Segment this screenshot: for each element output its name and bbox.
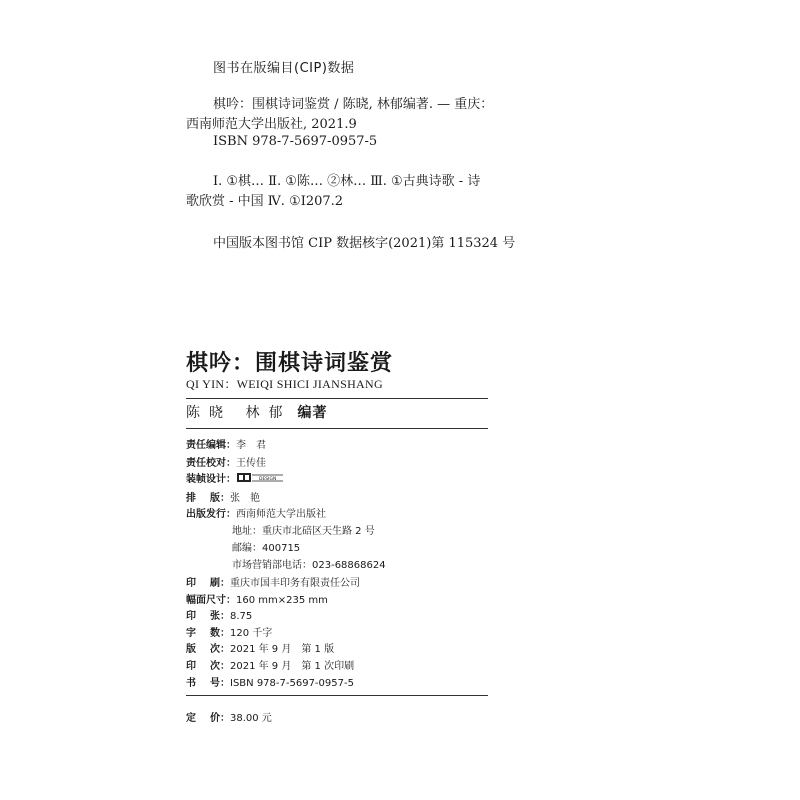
row-sheets (186, 607, 252, 622)
isbn-label: 书 号： (186, 678, 230, 689)
editor-value: 李 君 (236, 440, 266, 451)
author-role: 编著 (297, 405, 328, 421)
row-publisher (186, 505, 326, 520)
price-label: 定 价： (186, 713, 230, 724)
design-studio-logo (237, 473, 283, 482)
cip-heading: 图书在版编目(CIP)数据 (213, 61, 355, 76)
print-value: 重庆市国丰印务有限责任公司 (230, 578, 360, 589)
divider-bottom (186, 695, 488, 696)
sheets-value: 8.75 (230, 611, 253, 622)
publisher-label: 出版发行： (186, 509, 236, 520)
author-names: 陈晓 林郁 (186, 405, 292, 421)
editor-label: 责任编辑： (186, 440, 236, 451)
row-printer (186, 574, 360, 589)
cip-approval-number: 中国版本图书馆 CIP 数据核字(2021)第 115324 号 (213, 236, 516, 251)
divider-top (186, 398, 488, 399)
proof-label: 责任校对： (186, 458, 236, 469)
row-price (186, 709, 272, 724)
row-design (186, 470, 283, 485)
publisher-phone: 市场营销部电话：023-68868624 (232, 560, 386, 571)
sheets-label: 印 张： (186, 611, 230, 622)
edition-label: 版 次： (186, 644, 230, 655)
price-value: 38.00 元 (230, 713, 272, 724)
divider-middle (186, 428, 488, 429)
printing-value: 2021 年 9 月 第 1 次印刷 (230, 661, 355, 672)
publisher-address: 地址：重庆市北碚区天生路 2 号 (232, 526, 375, 537)
cip-isbn: ISBN 978-7-5697-0957-5 (213, 134, 378, 149)
publisher-postcode: 邮编：400715 (232, 543, 301, 554)
row-word-count (186, 624, 272, 639)
row-format-size (186, 591, 328, 606)
edition-value: 2021 年 9 月 第 1 版 (230, 644, 335, 655)
row-proofreader (186, 454, 266, 469)
row-printing (186, 657, 354, 672)
authors-line (186, 402, 327, 422)
print-label: 印 刷： (186, 578, 230, 589)
book-title: 棋吟：围棋诗词鉴赏 (186, 351, 394, 376)
size-value: 160 mm×235 mm (236, 595, 328, 606)
size-label: 幅面尺寸： (186, 595, 236, 606)
svg-text:DESIGN: DESIGN (259, 477, 277, 482)
printing-label: 印 次： (186, 661, 230, 672)
layout-label: 排 版： (186, 493, 230, 504)
isbn-value: ISBN 978-7-5697-0957-5 (230, 678, 354, 689)
row-editor (186, 436, 266, 451)
row-typesetting (186, 489, 260, 504)
proof-value: 王传佳 (236, 458, 266, 469)
cip-line-2: 西南师范大学出版社, 2021.9 (186, 117, 357, 132)
book-title-pinyin: QI YIN：WEIQI SHICI JIANSHANG (186, 377, 383, 391)
words-value: 120 千字 (230, 628, 273, 639)
design-label: 装帧设计： (186, 474, 236, 485)
publisher-value: 西南师范大学出版社 (236, 509, 326, 520)
cip-classification-2: 歌欣赏 - 中国 Ⅳ. ①I207.2 (186, 194, 344, 209)
cip-classification-1: Ⅰ. ①棋… Ⅱ. ①陈… ②林… Ⅲ. ①古典诗歌 - 诗 (213, 174, 481, 189)
row-isbn (186, 674, 354, 689)
words-label: 字 数： (186, 628, 230, 639)
layout-value: 张 艳 (230, 493, 260, 504)
cip-line-1: 棋吟：围棋诗词鉴赏 / 陈晓, 林郁编著. — 重庆： (213, 97, 494, 112)
row-edition (186, 640, 334, 655)
